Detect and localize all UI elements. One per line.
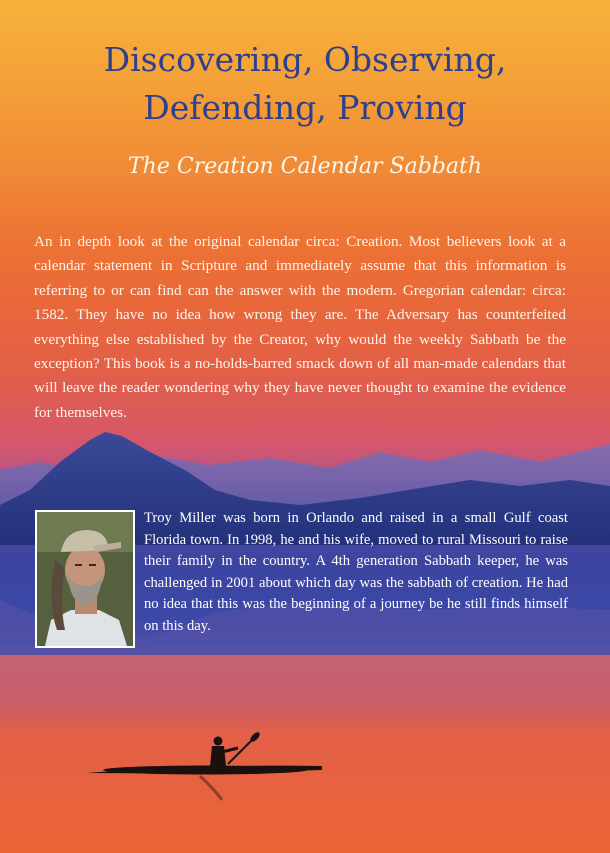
author-bio: Troy Miller was born in Orlando and raised in a small Gulf coast Florida town. In 1998, he and his wife, moved to rural Missouri to raise their family in the country. A 4th generation Sabbath keeper, he was challenged in 2001 about which day was the sabbath of creation. He had no idea that this was the beginning of a journey be he still finds himself on this day. <box>144 510 568 634</box>
author-photo <box>35 510 135 648</box>
title-line-1: Discovering, Observing, <box>103 40 507 79</box>
kayak-silhouette <box>86 731 322 800</box>
title-line-2: Defending, Proving <box>143 88 467 127</box>
book-description: An in depth look at the original calendar circa: Creation. Most believers look at a calendar statement in Scripture and immediately assume that this information is referring to or can find can the answer with the modern. Gregorian calendar: circa: 1582. They have no idea how wrong they are. The Adversary has counterfeited everything else established by the Creator, why would the weekly Sabbath be the exception? This book is a no-holds-barred smack down of all man-made calendars that will leave the reader wondering why they have never thought to examine the evidence for themselves. <box>34 233 566 421</box>
book-subtitle: The Creation Calendar Sabbath <box>128 154 482 179</box>
book-title <box>0 36 610 132</box>
